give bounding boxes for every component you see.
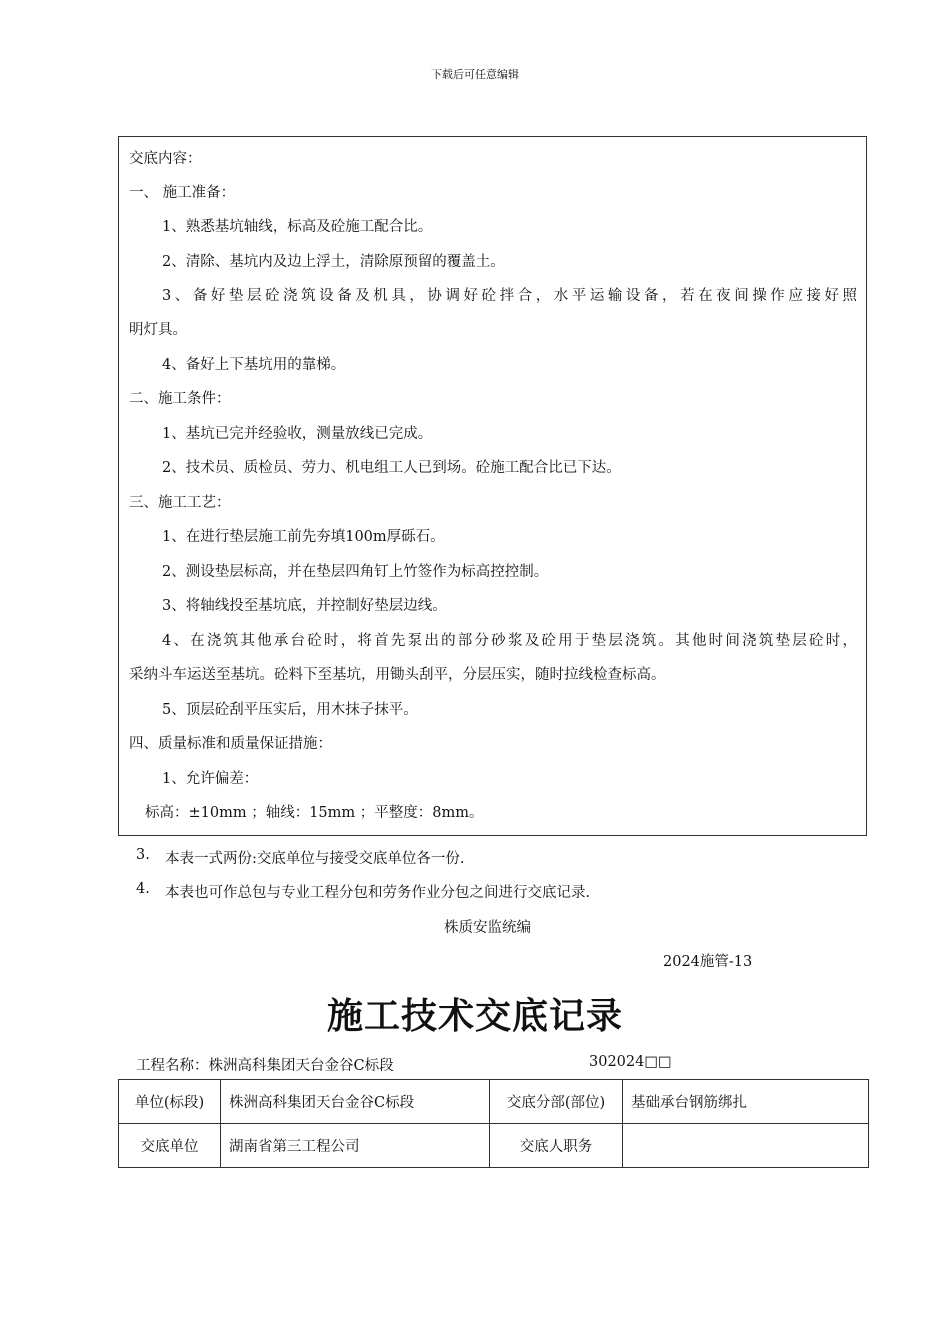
note-3-text: 本表一式两份:交底单位与接受交底单位各一份. <box>165 851 465 867</box>
table-row <box>119 1124 869 1168</box>
unit-value: 株洲高科集团天台金谷C标段 <box>221 1080 490 1124</box>
division-value: 基础承台钢筋绑扎 <box>623 1080 869 1124</box>
content-heading: 交底内容： <box>129 151 202 167</box>
project-name: 工程名称：株洲高科集团天台金谷C标段 <box>136 1058 394 1074</box>
handover-unit-label: 交底单位 <box>119 1124 221 1168</box>
page-title: 施工技术交底记录 <box>326 995 623 1037</box>
handover-person-title-label: 交底人职务 <box>490 1124 623 1168</box>
handover-unit-value: 湖南省第三工程公司 <box>221 1124 490 1168</box>
note-3-number: 3. <box>136 847 150 863</box>
section-3-item-3: 3、将轴线投至基坑底，并控制好垫层边线。 <box>162 598 447 614</box>
section-1-heading: 一、 施工准备： <box>129 185 236 201</box>
section-2-item-1: 1、基坑已完并经验收，测量放线已完成。 <box>162 426 433 442</box>
section-4-heading: 四、质量标准和质量保证措施： <box>129 736 332 752</box>
section-1-item-4: 4、备好上下基坑用的靠梯。 <box>162 357 346 373</box>
project-number: 302024□□ <box>589 1054 672 1070</box>
handover-content-box <box>118 136 867 836</box>
section-3-item-2: 2、测设垫层标高，并在垫层四角钉上竹签作为标高控控制。 <box>162 564 549 580</box>
note-4-text: 本表也可作总包与专业工程分包和劳务作业分包之间进行交底记录. <box>165 885 591 901</box>
form-code: 2024施管-13 <box>663 954 753 970</box>
section-2-item-2: 2、技术员、质检员、劳力、机电组工人已到场。砼施工配合比已下达。 <box>162 460 621 476</box>
section-3-heading: 三、施工工艺： <box>129 495 231 511</box>
section-1-item-3-line-2: 明灯具。 <box>129 322 187 338</box>
note-4-number: 4. <box>136 881 150 897</box>
section-3-item-4-line-1: 4、在浇筑其他承台砼时，将首先泵出的部分砂浆及砼用于垫层浇筑。其他时间浇筑垫层砼时， <box>162 633 857 649</box>
section-1-item-3-line-1: 3、备好垫层砼浇筑设备及机具，协调好砼拌合，水平运输设备，若在夜间操作应接好照 <box>162 288 857 304</box>
section-1-item-2: 2、清除、基坑内及边上浮土，清除原预留的覆盖土。 <box>162 254 505 270</box>
section-1-item-1: 1、熟悉基坑轴线，标高及砼施工配合比。 <box>162 219 433 235</box>
section-3-item-4-line-2: 采纳斗车运送至基坑。砼料下至基坑，用锄头刮平，分层压实，随时拉线检查标高。 <box>129 667 666 683</box>
division-label: 交底分部(部位) <box>490 1080 623 1124</box>
handover-person-title-value <box>623 1124 869 1168</box>
section-4-item-1: 1、允许偏差： <box>162 771 259 787</box>
editor-credit: 株质安监统编 <box>444 920 531 936</box>
section-3-item-1: 1、在进行垫层施工前先夯填100m厚砾石。 <box>162 529 445 545</box>
header-note: 下载后可任意编辑 <box>431 68 519 81</box>
table-row <box>119 1080 869 1124</box>
section-2-heading: 二、施工条件： <box>129 391 231 407</box>
tolerance-values: 标高：±10mm ；轴线：15mm ；平整度：8mm。 <box>145 805 484 821</box>
section-3-item-5: 5、顶层砼刮平压实后，用木抹子抹平。 <box>162 702 418 718</box>
project-info-table <box>118 1079 869 1168</box>
unit-label: 单位(标段) <box>119 1080 221 1124</box>
